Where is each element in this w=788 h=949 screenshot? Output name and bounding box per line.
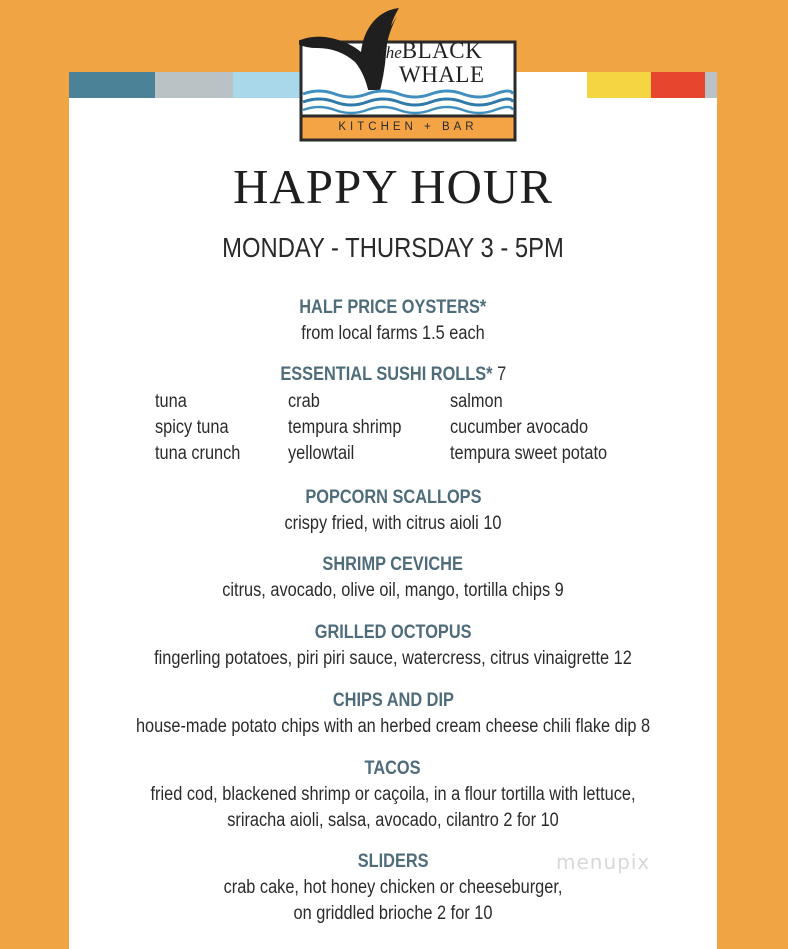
happy-hour-days: MONDAY - THURSDAY 3 - 5PM — [222, 232, 564, 263]
roll-tuna-crunch: tuna crunch — [155, 443, 241, 464]
roll-yellowtail: yellowtail — [288, 443, 355, 464]
roll-spicy-tuna: spicy tuna — [155, 417, 229, 438]
item-name: SHRIMP CEVICHE — [322, 554, 464, 575]
stripe-gray-end — [705, 72, 717, 98]
logo-tagline: KITCHEN + BAR — [338, 121, 478, 133]
section-sushi — [69, 362, 717, 388]
item-description-line2: sriracha aioli, salsa, avocado, cilantro 2 for 10 — [227, 810, 559, 831]
logo-black: BLACK — [401, 38, 483, 63]
item-name — [280, 362, 506, 388]
item-name: GRILLED OCTOPUS — [314, 622, 472, 643]
item-name: TACOS — [365, 758, 421, 779]
roll-crab: crab — [288, 391, 320, 412]
stripe-light-blue — [233, 72, 301, 98]
item-description-line1: crab cake, hot honey chicken or cheeseburger, — [223, 877, 563, 898]
section-ceviche — [69, 552, 717, 604]
item-description: citrus, avocado, olive oil, mango, tortilla chips 9 — [222, 580, 564, 601]
section-chips — [69, 688, 717, 740]
item-description-line2: on griddled brioche 2 for 10 — [293, 903, 493, 924]
stripe-yellow — [587, 72, 651, 98]
section-tacos — [69, 756, 717, 834]
item-description: crispy fried, with citrus aioli 10 — [284, 513, 502, 534]
item-name: POPCORN SCALLOPS — [304, 487, 482, 508]
logo-whale: WHALE — [399, 62, 485, 87]
item-name: CHIPS AND DIP — [332, 690, 454, 711]
stripe-red — [651, 72, 705, 98]
section-scallops — [69, 485, 717, 537]
stripe-gray — [155, 72, 233, 98]
roll-tempura-sweet-potato: tempura sweet potato — [450, 443, 608, 464]
roll-tempura-shrimp: tempura shrimp — [288, 417, 402, 438]
item-description-line1: fried cod, blackened shrimp or caçoila, in a flour tortilla with lettuce, — [150, 784, 636, 805]
item-name: SLIDERS — [357, 851, 429, 872]
page-title: HAPPY HOUR — [233, 159, 553, 214]
stripe-blue — [69, 72, 155, 98]
item-name: HALF PRICE OYSTERS* — [299, 297, 487, 318]
item-price: 7 — [496, 364, 506, 385]
item-description: from local farms 1.5 each — [301, 323, 485, 344]
item-description: fingerling potatoes, piri piri sauce, watercress, citrus vinaigrette 12 — [154, 648, 632, 669]
menupix-watermark: menupix — [556, 850, 651, 874]
roll-salmon: salmon — [450, 391, 503, 412]
section-octopus — [69, 620, 717, 672]
item-name-text: ESSENTIAL SUSHI ROLLS* — [280, 364, 493, 385]
item-description: house-made potato chips with an herbed cream cheese chili flake dip 8 — [135, 716, 651, 737]
roll-cucumber-avocado: cucumber avocado — [450, 417, 589, 438]
roll-tuna: tuna — [155, 391, 187, 412]
black-whale-logo — [299, 4, 517, 142]
section-oysters — [69, 295, 717, 347]
logo-the: the — [381, 43, 402, 62]
